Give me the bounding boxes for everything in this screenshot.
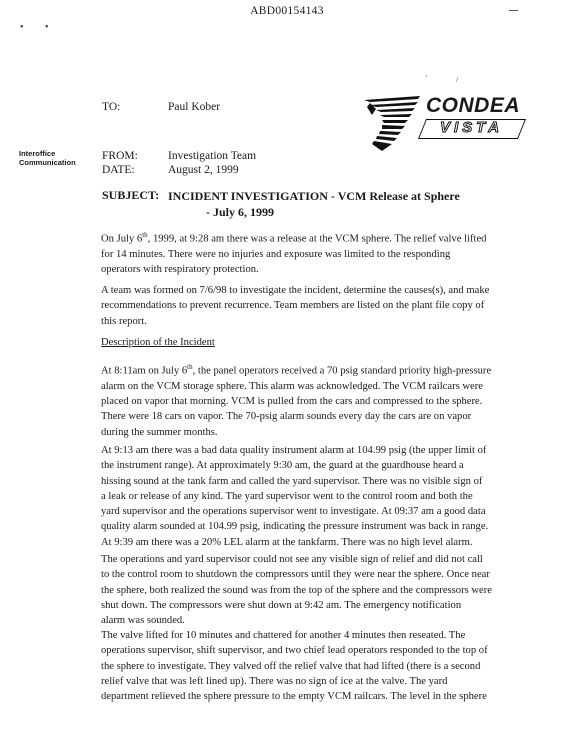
scan-speck: •: [45, 22, 49, 33]
subject-line-1: INCIDENT INVESTIGATION - VCM Release at Sphere: [168, 189, 460, 203]
section-heading: Description of the Incident: [101, 337, 215, 348]
paragraph-team: [101, 283, 503, 329]
paragraph-line: At 9:39 am there was a 20% LEL alarm at the tankfarm. There was no high level alarm.: [101, 536, 473, 548]
paragraph-line: a leak or release of any kind. The yard supervisor went to the control room and both the: [101, 490, 473, 502]
from-sender: Investigation Team: [168, 150, 257, 162]
paragraph-line: placed on vapor that morning. VCM is pulled from the cars and compressed to the sphere.: [101, 396, 483, 408]
paragraph-line: On July 6th, 1999, at 9:28 am there was a release at the VCM sphere. The relief valve lifted: [101, 231, 487, 245]
paragraph-line: quality alarm sounded at 104.99 psig, indicating the pressure instrument was back in range.: [101, 521, 489, 533]
paragraph-line: At 8:11am on July 6th, the panel operators received a 70 psig standard priority high-pressure: [101, 363, 492, 377]
paragraph-shutdown: [101, 552, 503, 628]
subject-label: SUBJECT:: [102, 188, 160, 202]
top-right-mark: [509, 10, 518, 11]
paragraph-line: shut down. The compressors were shut down at 9:42 am. The emergency notification: [101, 599, 462, 611]
scan-speck: ': [426, 74, 428, 82]
paragraph-initial-alarm: [101, 360, 503, 440]
paragraph-valve: [101, 628, 503, 704]
paragraph-line: during the summer months.: [101, 426, 218, 438]
paragraph-line: relief valve that was left lined up). There was no sign of ice at the valve. The yard: [101, 675, 448, 687]
brand-name: CONDEA: [426, 94, 521, 117]
paragraph-line: alarm on the VCM storage sphere. This alarm was acknowledged. The VCM railcars were: [101, 380, 483, 392]
subject-text: [168, 188, 460, 220]
paragraph-line: At 9:13 am there was a bad data quality instrument alarm at 104.99 psig (the upper limit of: [101, 445, 487, 456]
paragraph-summary: [101, 228, 503, 277]
date-value: August 2, 1999: [168, 164, 239, 176]
paragraph-line: operators with respiratory protection.: [101, 264, 259, 276]
bates-number: ABD00154143: [250, 5, 324, 17]
paragraph-line: alarm was sounded.: [101, 615, 185, 627]
paragraph-line: A team was formed on 7/6/98 to investigate the incident, determine the causes(s), and make: [101, 285, 490, 296]
paragraph-instrument-alarm: [101, 443, 503, 550]
interoffice-label: [19, 149, 76, 167]
subject-line-2: - July 6, 1999: [206, 205, 275, 219]
from-label: FROM:: [102, 150, 138, 162]
paragraph-line: department relieved the sphere pressure to the empty VCM railcars. The level in the sphere: [101, 691, 487, 703]
wing-stripes-icon: [362, 95, 432, 153]
paragraph-line: the instrument range). At approximately 9:30 am, the guard at the guardhouse heard a: [101, 460, 464, 472]
date-label: DATE:: [102, 164, 135, 176]
paragraph-line: this report.: [101, 315, 147, 327]
side-label-line-2: Communication: [19, 158, 76, 167]
paragraph-line: operations supervisor, shift supervisor, and two chief lead operators responded to the top of: [101, 645, 488, 657]
paragraph-line: yard supervisor and the operations supervisor went to investigate. At 09:37 am a good data: [101, 506, 486, 518]
scan-speck: /: [456, 76, 458, 84]
paragraph-line: for 14 minutes. There were no injuries and exposure was limited to the responding: [101, 248, 451, 260]
to-label: TO:: [102, 101, 121, 113]
paragraph-line: hissing sound at the tank farm and called the yard supervisor. There was no visible sign of: [101, 475, 483, 487]
scan-speck: •: [20, 22, 24, 33]
paragraph-line: The valve lifted for 10 minutes and chattered for another 4 minutes then reseated. The: [101, 630, 466, 641]
paragraph-line: The operations and yard supervisor could not see any visible sign of relief and did not call: [101, 554, 483, 565]
to-recipient: Paul Kober: [168, 101, 221, 113]
paragraph-line: recommendations to prevent recurrence. Team members are listed on the plant file copy of: [101, 300, 485, 312]
condea-vista-logo: [362, 95, 574, 153]
paragraph-line: to the control room to shutdown the compressors until they were near the sphere. Once near: [101, 569, 490, 581]
paragraph-line: There were 18 cars on vapor. The 70-psig alarm sounds every day the cars are on vapor: [101, 411, 472, 423]
brand-subname: VISTA: [440, 119, 504, 136]
paragraph-line: the sphere, both realized the sound was from the top of the sphere and the compressors were: [101, 584, 492, 596]
paragraph-line: the sphere to investigate. They valved off the relief valve that had lifted (there is a second: [101, 660, 481, 672]
side-label-line-1: Interoffice: [19, 149, 56, 158]
